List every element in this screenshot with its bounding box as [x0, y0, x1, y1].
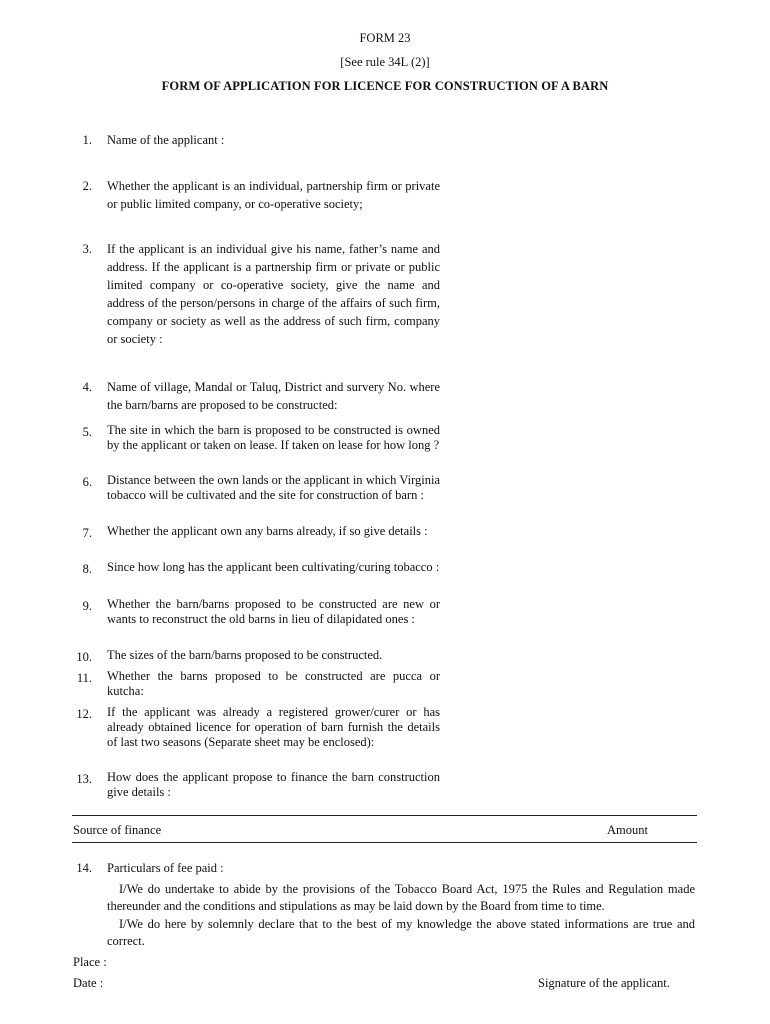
amount-header: Amount: [607, 823, 648, 837]
declaration-paragraph: I/We do here by solemnly declare that to the best of my knowledge the above stated informations are true and correct.: [107, 917, 695, 948]
item-text: Whether the applicant own any barns already, if so give details :: [107, 524, 428, 538]
form-title: FORM OF APPLICATION FOR LICENCE FOR CONSTRUCTION OF A BARN: [161, 79, 609, 93]
item-number: 10.: [76, 650, 92, 664]
rule-reference: [See rule 34L (2)]: [340, 55, 430, 69]
item-number: 3.: [82, 242, 92, 256]
item-text: If the applicant is an individual give his name, father’s name and address. If the applicant is a partnership firm or private or public limited company or co-operative society, give the name and address of the person/persons in charge of the affairs of such firm, company or society as well as the address of such firm, company or society :: [107, 242, 440, 346]
source-of-finance-header: Source of finance: [73, 823, 162, 837]
item-number: 11.: [76, 671, 92, 685]
item-text: Name of village, Mandal or Taluq, District and survery No. where the barn/barns are proposed to be constructed:: [107, 380, 440, 412]
item-text: Name of the applicant :: [107, 133, 225, 147]
item-text: Whether the barns proposed to be constructed are pucca or kutcha:: [107, 669, 440, 698]
item-number: 13.: [76, 772, 92, 786]
table-top-rule: [72, 815, 697, 816]
item-number: 4.: [82, 380, 92, 394]
item-text: Distance between the own lands or the applicant in which Virginia tobacco will be cultivated and the site for construction of barn :: [107, 473, 440, 502]
table-header-rule: [72, 842, 697, 843]
item-number: 1.: [82, 133, 92, 147]
item-number: 12.: [76, 707, 92, 721]
item-number: 6.: [82, 475, 92, 489]
item-text: Particulars of fee paid :: [107, 861, 224, 875]
item-text: Whether the applicant is an individual, partnership firm or private or public limited company, or co-operative society;: [107, 179, 440, 211]
item-number: 8.: [82, 562, 92, 576]
place-label: Place :: [73, 955, 107, 969]
item-number: 2.: [82, 179, 92, 193]
undertaking-paragraph: I/We do undertake to abide by the provisions of the Tobacco Board Act, 1975 the Rules and Regulation made thereunder and the conditions and stipulations as may be laid down by the Board from time to time.: [107, 882, 695, 913]
item-number: 14.: [76, 861, 92, 875]
item-text: The site in which the barn is proposed to be constructed is owned by the applicant or taken on lease. If taken on lease for how long ?: [107, 423, 440, 452]
item-text: Since how long has the applicant been cultivating/curing tobacco :: [107, 560, 440, 574]
item-number: 5.: [82, 425, 92, 439]
item-text: How does the applicant propose to finance the barn construction give details :: [107, 770, 440, 799]
date-label: Date :: [73, 976, 104, 990]
item-text: The sizes of the barn/barns proposed to be constructed.: [107, 648, 383, 662]
form-number: FORM 23: [359, 31, 411, 45]
item-number: 9.: [82, 599, 92, 613]
item-text: If the applicant was already a registered grower/curer or has already obtained licence for operation of barn furnish the details of last two seasons (Separate sheet may be enclosed):: [107, 705, 440, 749]
item-number: 7.: [82, 526, 92, 540]
item-text: Whether the barn/barns proposed to be constructed are new or wants to reconstruct the old barns in lieu of dilapidated ones :: [107, 597, 440, 626]
signature-label: Signature of the applicant.: [538, 976, 670, 990]
